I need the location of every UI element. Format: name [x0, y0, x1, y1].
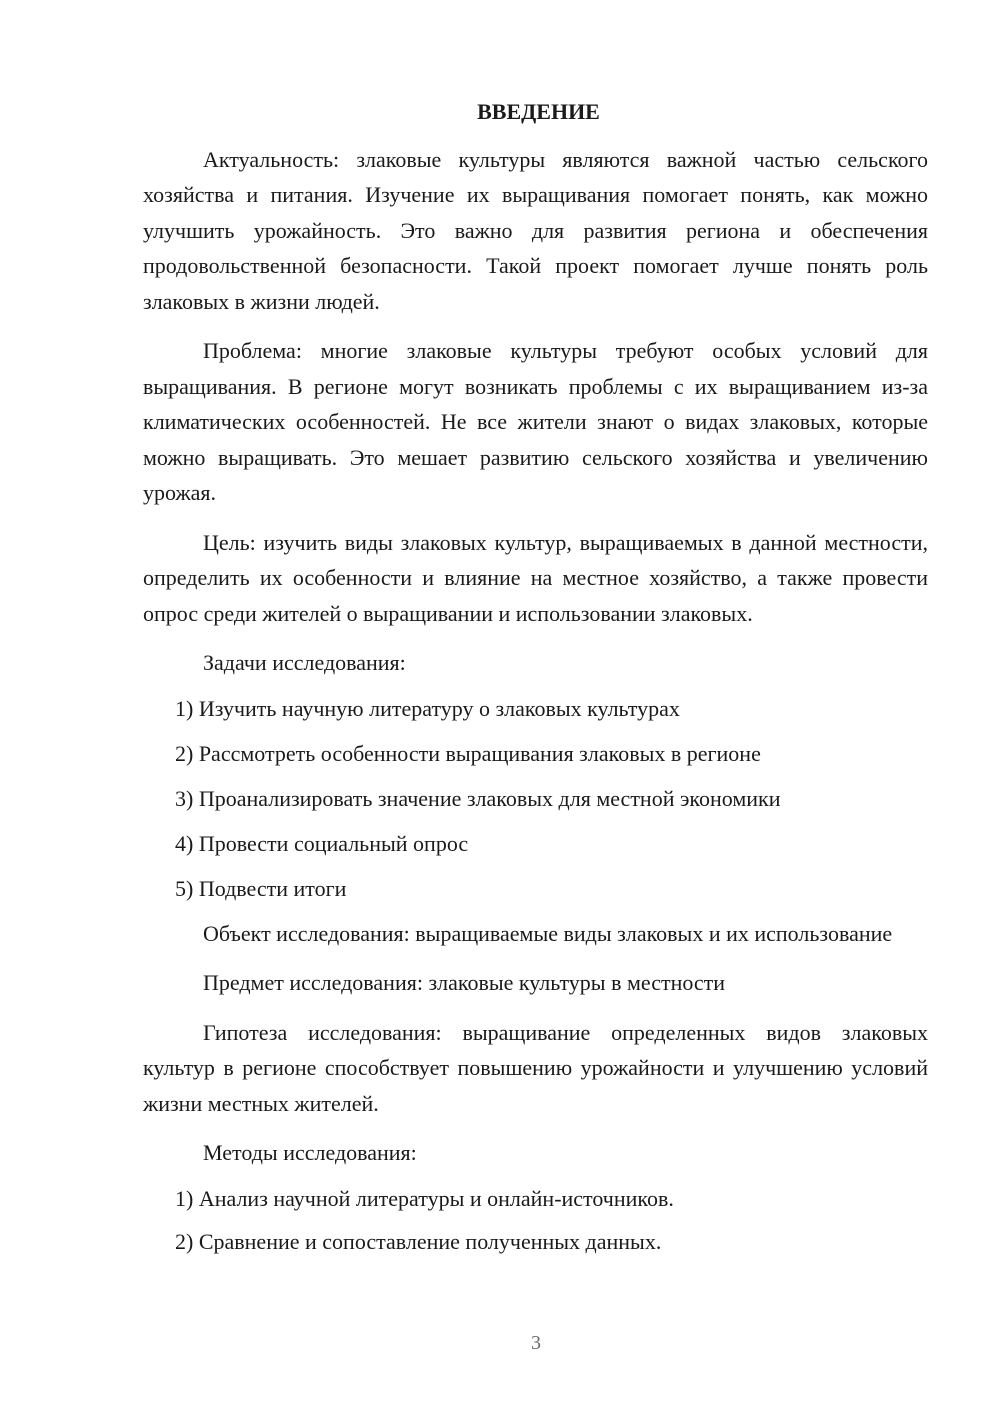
- task-item: 5) Подвести итоги: [175, 875, 347, 901]
- relevance-paragraph: Актуальность: злаковые культуры являются важной частью сельского хозяйства и питания. Изучение их выращивания помогает понять, как можно улучшить урожайность. Это важно для развития региона и обеспечения продовольственной безопасности. Такой проект помогает лучше понять роль злаковых в жизни людей.: [143, 146, 928, 314]
- task-item: 1) Изучить научную литературу о злаковых культурах: [175, 695, 680, 721]
- methods-heading: Методы исследования:: [203, 1140, 417, 1165]
- tasks-heading: Задачи исследования:: [203, 650, 406, 675]
- hypothesis-paragraph: Гипотеза исследования: выращивание определенных видов злаковых культур в регионе способствует повышению урожайности и улучшению условий жизни местных жителей.: [143, 1019, 928, 1116]
- page-number: 3: [531, 1332, 541, 1354]
- tasks-list: [143, 691, 928, 907]
- section-title: ВВЕДЕНИЕ: [477, 99, 600, 124]
- methods-list: [143, 1181, 928, 1260]
- subject-paragraph: Предмет исследования: злаковые культуры в местности: [203, 970, 726, 995]
- problem-paragraph: Проблема: многие злаковые культуры требуют особых условий для выращивания. В регионе могут возникать проблемы с их выращиванием из-за климатических особенностей. Не все жители знают о видах злаковых, которые можно выращивать. Это мешает развитию сельского хозяйства и увеличению урожая.: [143, 338, 928, 505]
- object-paragraph: Объект исследования: выращиваемые виды злаковых и их использование: [203, 920, 893, 946]
- method-item: 2) Сравнение и сопоставление полученных данных.: [175, 1229, 662, 1254]
- task-item: 2) Рассмотреть особенности выращивания злаковых в регионе: [175, 740, 761, 766]
- method-item: 1) Анализ научной литературы и онлайн-источников.: [175, 1185, 674, 1211]
- task-item: 3) Проанализировать значение злаковых для местной экономики: [175, 785, 781, 811]
- task-item: 4) Провести социальный опрос: [175, 830, 469, 856]
- goal-paragraph: Цель: изучить виды злаковых культур, выращиваемых в данной местности, определить их особенности и влияние на местное хозяйство, а также провести опрос среди жителей о выращивании и использовании злаковых.: [143, 529, 928, 626]
- document-page: [143, 94, 928, 1268]
